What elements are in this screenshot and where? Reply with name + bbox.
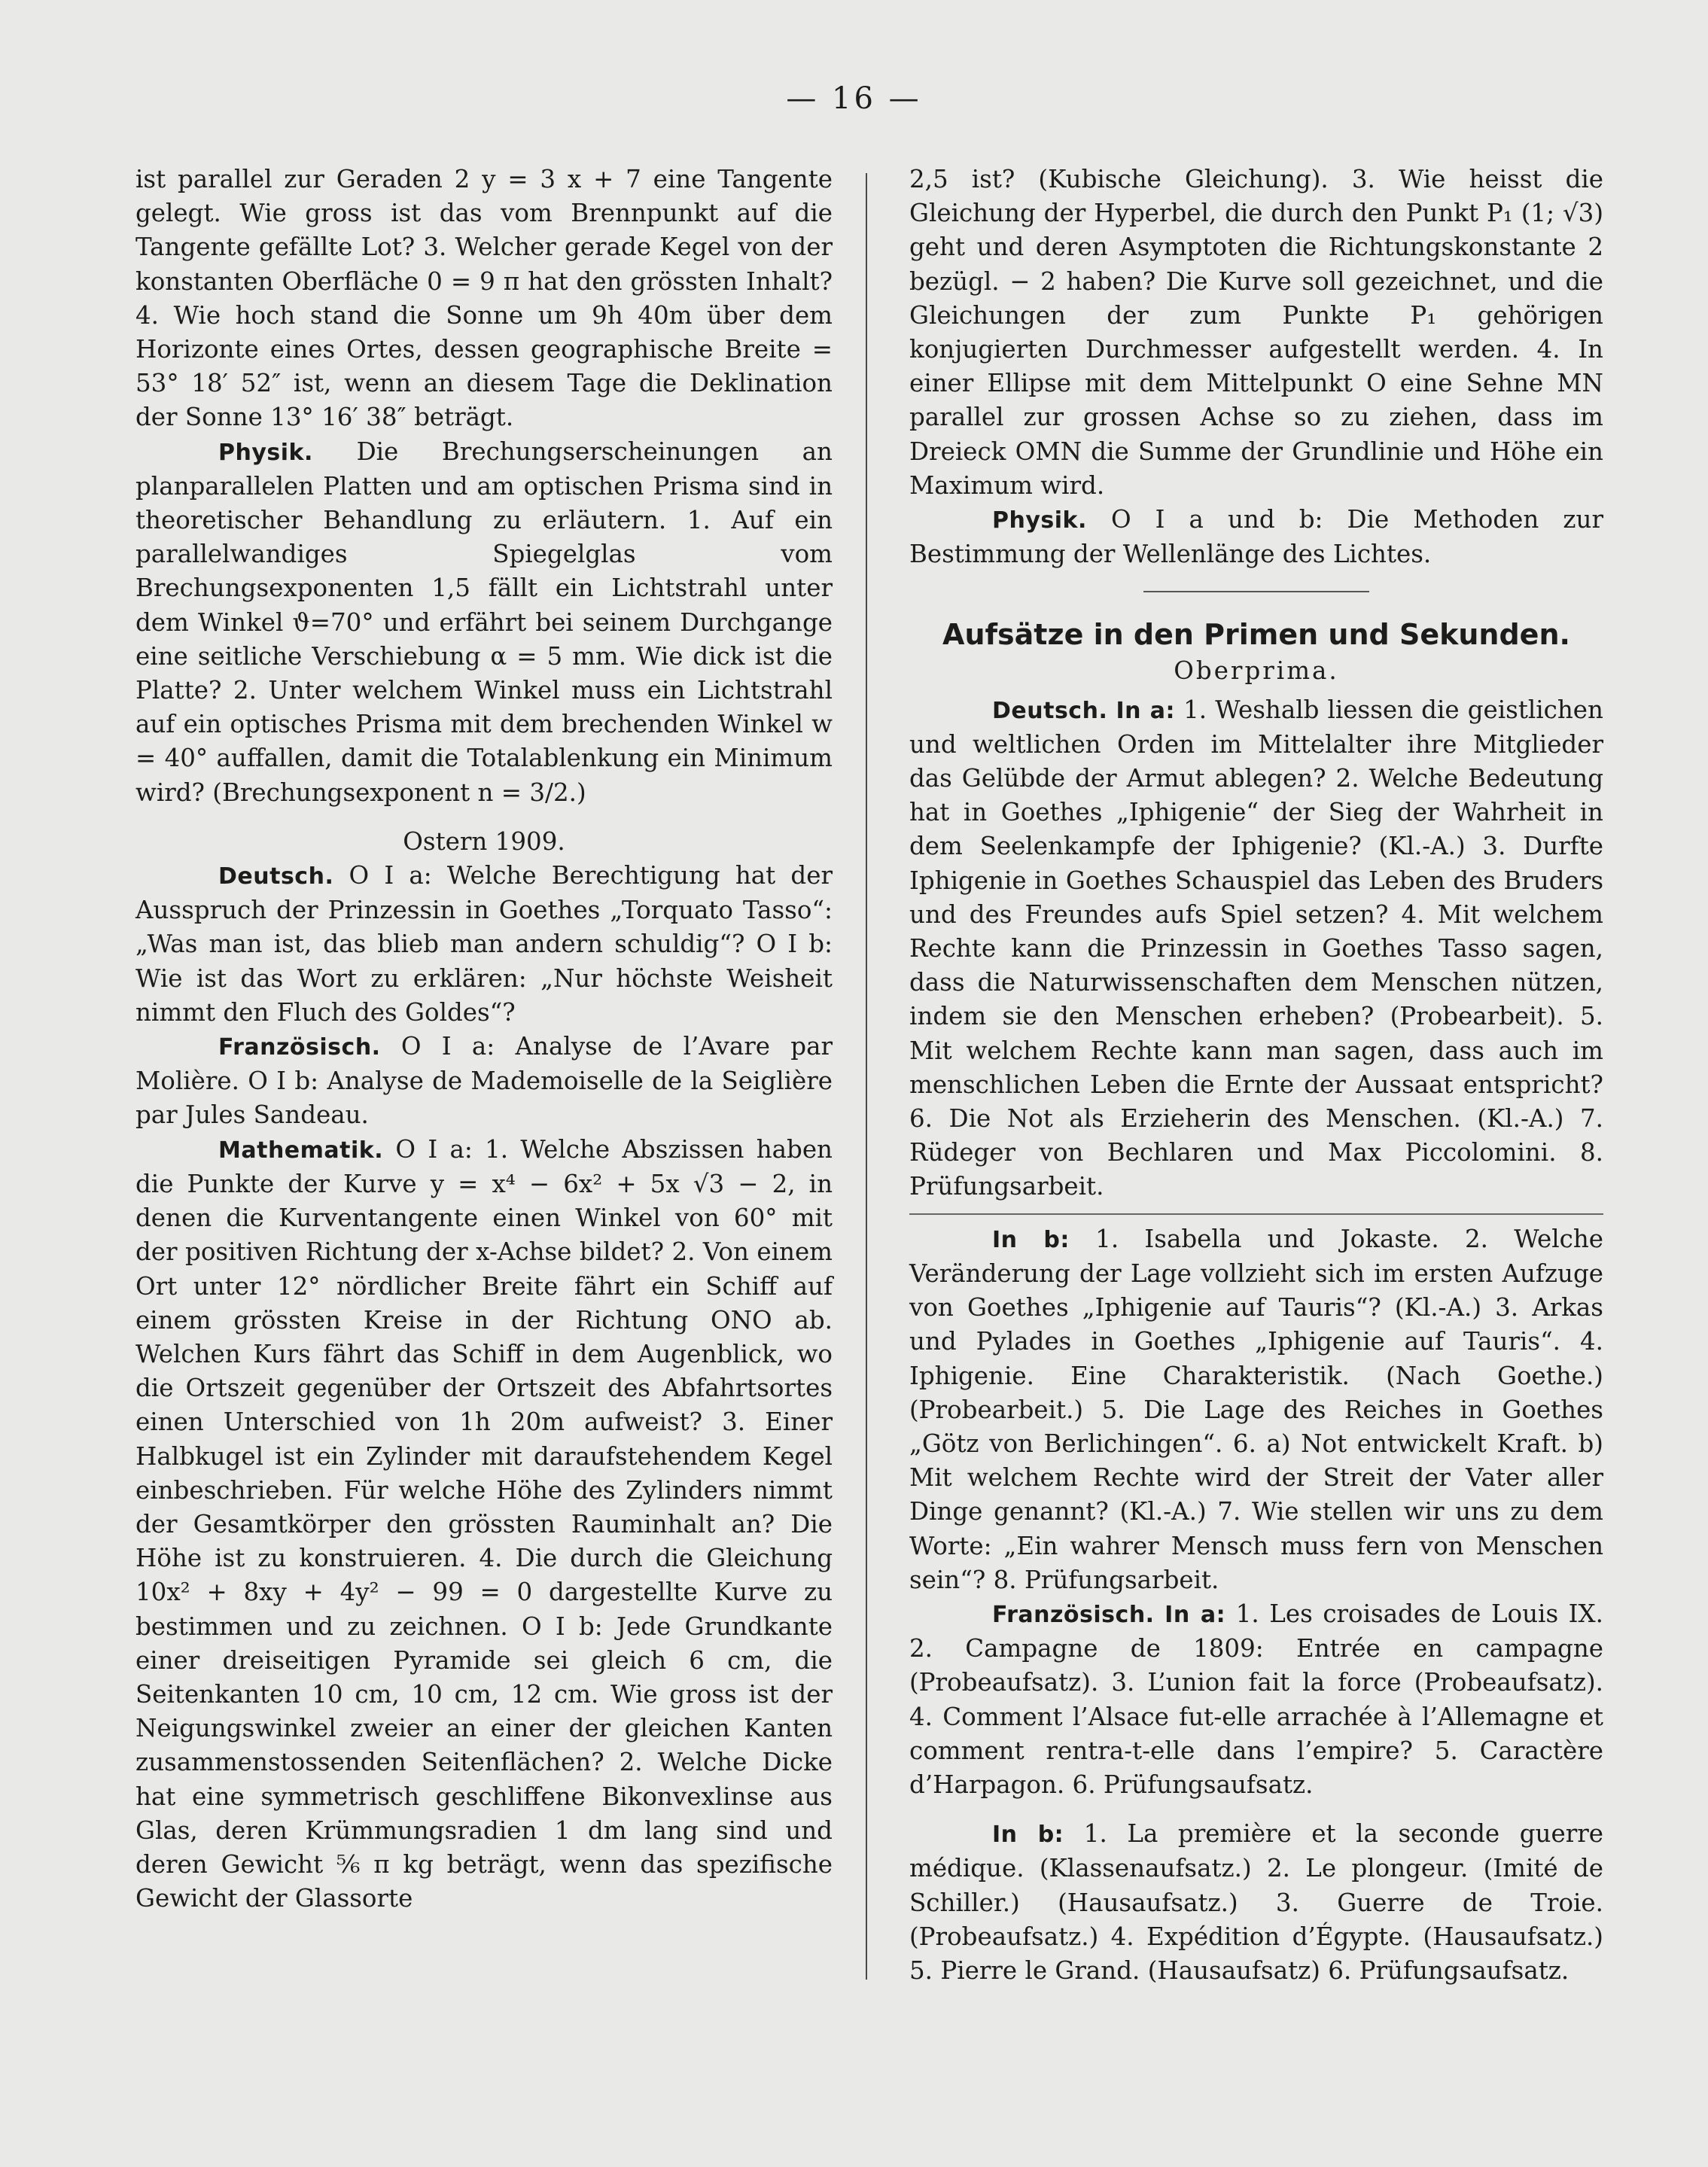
in-a-label: In a:	[1116, 697, 1175, 724]
physik-label: Physik.	[218, 439, 313, 466]
in-a-label: In a:	[1165, 1601, 1226, 1628]
franz-label: Französisch.	[218, 1034, 381, 1061]
franz-label: Französisch.	[992, 1601, 1155, 1628]
left-math-paragraph	[135, 1133, 833, 1916]
section-subheading: Oberprima.	[1174, 656, 1339, 686]
right-paragraph-math-continued: 2,5 ist? (Kubische Gleichung). 3. Wie heisst die Gleichung der Hyperbel, die durch den Punkt P₁ (1; √3) geht und deren Asymptoten die Richtungskonstante 2 bezügl. − 2 haben? Die Kurve soll gezeichnet, und die Gleichungen der zum Punkte P₁ gehörigen konjugierten Durchmesser aufgestellt werden. 4. In einer Ellipse mit dem Mittelpunkt O eine Sehne MN parallel zur grossen Achse so zu ziehen, dass im Dreieck OMN die Summe der Grundlinie und Höhe ein Maximum wird.	[909, 165, 1603, 500]
deutsch-text: O I a: Welche Berechtigung hat der Ausspruch der Prinzessin in Goethes „Torquato Tasso“: „Was man ist, das blieb man andern schuldig“? O I b: Wie ist das Wort zu erklären: „Nur höchste Weisheit nimmt den Fluch des Goldes“?	[135, 861, 833, 1027]
column-divider	[866, 173, 867, 1980]
physik-label: Physik.	[992, 507, 1087, 534]
left-franz-paragraph	[135, 1030, 833, 1133]
paragraph-rule	[909, 1213, 1603, 1215]
math-label: Mathematik.	[218, 1137, 384, 1164]
left-deutsch-paragraph	[135, 859, 833, 1030]
right-column	[909, 163, 1603, 1988]
left-column	[135, 163, 833, 1916]
franz-b-text: 1. La première et la seconde guerre médique. (Klassenaufsatz.) 2. Le plongeur. (Imité de Schiller.) (Hausaufsatz.) 3. Guerre de Troie. (Probeaufsatz.) 4. Expédition d’Égypte. (Hausaufsatz.) 5. Pierre le Grand. (Hausaufsatz) 6. Prüfungsaufsatz.	[909, 1819, 1603, 1985]
right-deutsch-b-paragraph	[909, 1222, 1603, 1597]
math-text: O I a: 1. Welche Abszissen haben die Punkte der Kurve y = x⁴ − 6x² + 5x √3 − 2, in denen die Kurventangente einen Winkel von 60° mit der positiven Richtung der x-Achse bildet? 2. Von einem Ort unter 12° nördlicher Breite fährt ein Schiff auf einem grössten Kreise in der Richtung ONO ab. Welchen Kurs fährt das Schiff in dem Augenblick, wo die Ortszeit gegenüber der Ortszeit des Abfahrtsortes einen Unterschied von 1h 20m aufweist? 3. Einer Halbkugel ist ein Zylinder mit daraufstehendem Kegel einbeschrieben. Für welche Höhe des Zylinders nimmt der Gesamtkörper den grössten Rauminhalt an? Die Höhe ist zu konstruieren. 4. Die durch die Gleichung 10x² + 8xy + 4y² − 99 = 0 dargestellte Kurve zu bestimmen und zu zeichnen. O I b: Jede Grundkante einer dreiseitigen Pyramide sei gleich 6 cm, die Seitenkanten 10 cm, 10 cm, 12 cm. Wie gross ist der Neigungswinkel zweier an einer der gleichen Kanten zusammenstossenden Seitenflächen? 2. Welche Dicke hat eine symmetrisch geschliffene Bikonvexlinse aus Glas, deren Krümmungsradien 1 dm lang sind und deren Gewicht ⁵⁄₆ π kg beträgt, wenn das spezifische Gewicht der Glassorte	[135, 1134, 833, 1913]
deutsch-label: Deutsch.	[992, 697, 1108, 724]
left-physik-paragraph	[135, 435, 833, 810]
deutsch-a-text: 1. Weshalb liessen die geistlichen und weltlichen Orden im Mittelalter ihre Mitglieder das Gelübde der Armut ablegen? 2. Welche Bedeutung hat in Goethes „Iphigenie“ der Sieg der Wahrheit in dem Seelenkampfe der Iphigenie? (Kl.-A.) 3. Durfte Iphigenie in Goethes Schauspiel das Leben des Bruders und des Freundes aufs Spiel setzen? 4. Mit welchem Rechte kann die Prinzessin in Goethes Tasso sagen, dass die Naturwissenschaften dem Menschen nützen, indem sie den Menschen erheben? (Probearbeit). 5. Mit welchem Rechte kann man sagen, dass auch im menschlichen Leben die Ernte der Aussaat entspricht? 6. Die Not als Erzieherin des Menschen. (Kl.-A.) 7. Rüdeger von Bechlaren und Max Piccolomini. 8. Prüfungsarbeit.	[909, 695, 1603, 1201]
physik-text: Die Brechungserscheinungen an planparallelen Platten und am optischen Prisma sind in theoretischer Behandlung zu erläutern. 1. Auf ein parallelwandiges Spiegelglas vom Brechungsexponenten 1,5 fällt ein Lichtstrahl unter dem Winkel ϑ=70° und erfährt bei seinem Durchgange eine seitliche Verschiebung α = 5 mm. Wie dick ist die Platte? 2. Unter welchem Winkel muss ein Lichtstrahl auf ein optisches Prisma mit dem brechenden Winkel w = 40° auffallen, damit die Totalablenkung ein Minimum wird? (Brechungsexponent n = 3/2.)	[135, 437, 833, 807]
in-b-label: In b:	[992, 1226, 1070, 1253]
deutsch-b-text: 1. Isabella und Jokaste. 2. Welche Veränderung der Lage vollzieht sich im ersten Aufzuge von Goethes „Iphigenie auf Tauris“? (Kl.-A.) 3. Arkas und Pylades in Goethes „Iphigenie auf Tauris“. 4. Iphigenie. Eine Charakteristik. (Nach Goethe.) (Probearbeit.) 5. Die Lage des Reiches in Goethes „Götz von Berlichingen“. 6. a) Not entwickelt Kraft. b) Mit welchem Rechte wird der Streit der Vater aller Dinge genannt? (Kl.-A.) 7. Wie stellen wir uns zu dem Worte: „Ein wahrer Mensch muss fern von Menschen sein“? 8. Prüfungsarbeit.	[909, 1224, 1603, 1594]
deutsch-label: Deutsch.	[218, 863, 334, 890]
right-physik-paragraph	[909, 503, 1603, 571]
section-rule	[1143, 591, 1369, 592]
right-deutsch-a-paragraph	[909, 693, 1603, 1204]
franz-text: O I a: Analyse de l’Avare par Molière. O I b: Analyse de Mademoiselle de la Seiglière par Jules Sandeau.	[135, 1032, 833, 1130]
left-paragraph-math-continued: ist parallel zur Geraden 2 y = 3 x + 7 eine Tangente gelegt. Wie gross ist das vom Brennpunkt auf die Tangente gefällte Lot? 3. Welcher gerade Kegel von der konstanten Oberfläche 0 = 9 π hat den grössten Inhalt? 4. Wie hoch stand die Sonne um 9h 40m über dem Horizonte eines Ortes, dessen geographische Breite = 53° 18′ 52″ ist, wenn an diesem Tage die Deklination der Sonne 13° 16′ 38″ beträgt.	[135, 165, 833, 432]
page-number: — 16 —	[786, 81, 922, 116]
right-franz-a-paragraph	[909, 1597, 1603, 1802]
physik-text: O I a und b: Die Methoden zur Bestimmung der Wellenlänge des Lichtes.	[909, 505, 1603, 569]
section-heading: Aufsätze in den Primen und Sekunden.	[942, 618, 1570, 652]
in-b-label: In b:	[992, 1822, 1064, 1849]
right-franz-b-paragraph	[909, 1817, 1603, 1988]
ostern-heading: Ostern 1909.	[403, 826, 565, 856]
franz-a-text: 1. Les croisades de Louis IX. 2. Campagne de 1809: Entrée en campagne (Probeaufsatz). 3. L’union fait la force (Probeaufsatz). 4. Comment l’Alsace fut-elle arrachée à l’Allemagne et comment rentra-t-elle dans l’empire? 5. Caractère d’Harpagon. 6. Prüfungsaufsatz.	[909, 1599, 1603, 1799]
